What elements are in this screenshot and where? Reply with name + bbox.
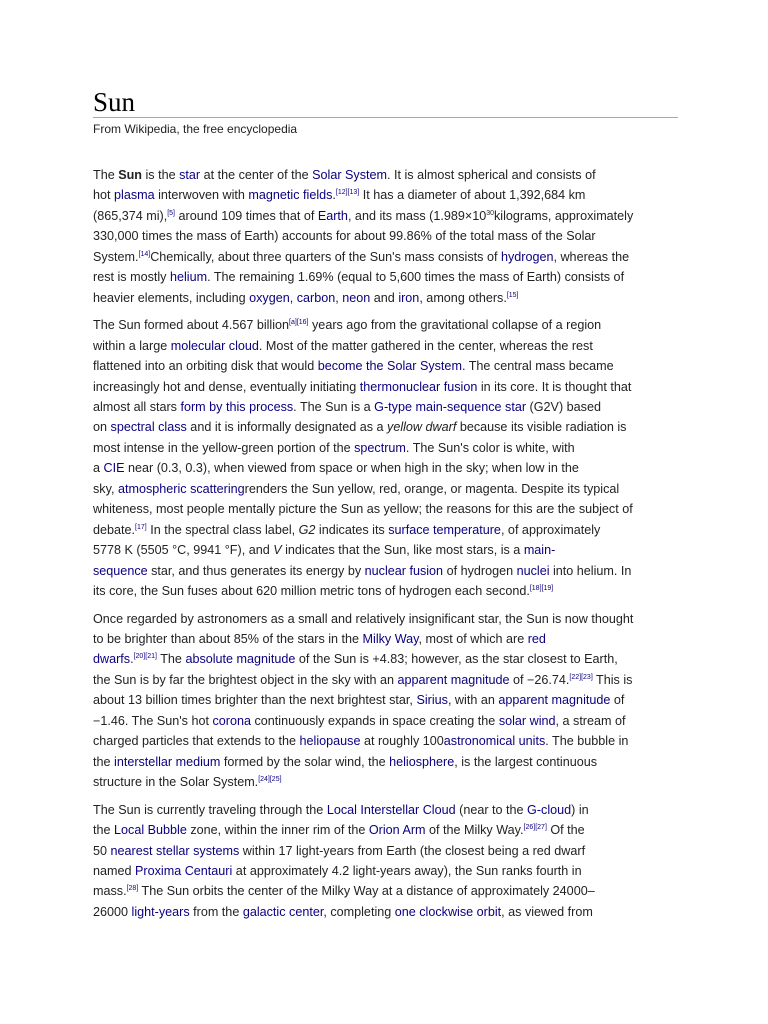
text-line [93, 315, 678, 335]
text-run: It has a diameter of about 1,392,684 km [359, 188, 586, 203]
text-run: , most of which are [418, 631, 528, 646]
wiki-link[interactable]: light-years [131, 904, 190, 919]
text-run: . It is almost spherical and consists of [387, 168, 596, 182]
text-run: at roughly 100 [360, 734, 444, 749]
text-run: , of approximately [500, 522, 601, 537]
text-run: System. [93, 249, 139, 264]
wiki-link[interactable]: iron [398, 290, 420, 305]
wiki-link[interactable]: dwarfs [93, 652, 131, 667]
wiki-link[interactable]: apparent magnitude [498, 693, 611, 708]
italic-text: V [273, 543, 282, 558]
text-run: debate. [93, 522, 136, 537]
wiki-link[interactable]: oxygen [249, 290, 290, 305]
bold-text: Sun [118, 168, 142, 182]
text-run: into helium. In [549, 563, 632, 578]
wiki-link[interactable]: form by this process [180, 399, 294, 414]
paragraph [93, 800, 678, 923]
wiki-link[interactable]: solar wind [498, 713, 556, 728]
text-run: 50 [93, 843, 111, 858]
text-run: The Sun is currently traveling through the [93, 802, 327, 817]
wiki-link[interactable]: CIE [103, 461, 125, 476]
wiki-link[interactable]: main- [523, 543, 556, 558]
citation-ref[interactable]: [15] [506, 291, 519, 299]
text-run: of the Milky Way. [425, 823, 524, 838]
citation-ref[interactable]: [12][13] [335, 189, 360, 197]
text-run: . [130, 652, 134, 667]
text-run: within a large [93, 338, 171, 353]
italic-text: yellow dwarf [387, 420, 457, 435]
text-run: (865,374 mi), [93, 208, 168, 223]
text-run: . Most of the matter gathered in the center, whereas the rest [258, 338, 593, 353]
text-run: Once regarded by astronomers as a small and relatively insignificant star, the Sun is now thought [93, 611, 634, 626]
text-line [93, 841, 678, 861]
wiki-link[interactable]: helium [169, 270, 208, 285]
text-run: the Sun is by far the brightest object in the sky with an [93, 672, 398, 687]
text-line [93, 772, 678, 792]
wiki-link[interactable]: carbon [296, 290, 336, 305]
text-run: rest is mostly [93, 270, 170, 285]
superscript: 30 [486, 209, 494, 217]
text-run: indicates its [315, 522, 389, 537]
wiki-link[interactable]: corona [212, 713, 251, 728]
wiki-link[interactable]: Solar System [312, 168, 388, 182]
wiki-link[interactable]: Proxima Centauri [135, 863, 233, 878]
text-run: kilograms, approximately [494, 208, 634, 223]
text-line [93, 820, 678, 840]
italic-text: G2 [298, 522, 316, 537]
wiki-link[interactable]: molecular cloud [170, 338, 259, 353]
wiki-link[interactable]: Sirius [416, 693, 448, 708]
text-run: 330,000 times the mass of Earth) accounts for about 99.86% of the total mass of the Solar [93, 229, 596, 244]
text-run: its core, the Sun fuses about 620 million metric tons of hydrogen each second. [93, 584, 530, 599]
text-run: . The Sun's color is white, with [405, 440, 575, 455]
text-run: 5778 K (5505 °C, 9941 °F), and [93, 543, 274, 558]
text-run: interwoven with [154, 188, 249, 203]
citation-ref[interactable]: [17] [135, 523, 147, 531]
text-run: . The bubble in [545, 734, 629, 749]
text-run: , is the largest continuous [454, 754, 598, 769]
wiki-link[interactable]: Orion Arm [368, 823, 426, 838]
text-run: In the spectral class label, [146, 522, 299, 537]
text-line [93, 356, 678, 376]
text-line [93, 649, 678, 669]
text-run: renders the Sun yellow, red, orange, or magenta. Despite its typical [244, 481, 620, 496]
text-line [93, 800, 678, 820]
text-run: (near to the [455, 802, 528, 817]
text-run: −1.46. The Sun's hot [93, 713, 213, 728]
text-line [93, 540, 678, 560]
text-run: Chemically, about three quarters of the Sun's mass consists of [150, 249, 501, 264]
text-run: of −26.74. [509, 672, 570, 687]
text-line [93, 479, 678, 499]
text-run: of [610, 693, 625, 708]
text-run: mass. [93, 884, 127, 899]
citation-ref[interactable]: [22][23] [569, 673, 593, 681]
text-line [93, 336, 678, 356]
text-run: years ago from the gravitational collapse of a region [308, 318, 602, 333]
text-run: . The central mass became [461, 359, 614, 374]
text-line [93, 670, 678, 690]
text-line [93, 438, 678, 458]
text-run: , with an [447, 693, 499, 708]
paragraph [93, 315, 678, 601]
wiki-link[interactable]: plasma [114, 188, 155, 203]
text-run: , [335, 290, 343, 305]
text-line [93, 206, 678, 226]
wiki-link[interactable]: sequence [93, 563, 148, 578]
text-run: The [156, 652, 186, 667]
page-title: Sun [93, 88, 678, 118]
wiki-link[interactable]: spectral class [110, 420, 187, 435]
wiki-link[interactable]: heliopause [299, 734, 361, 749]
wiki-link[interactable]: galactic center [242, 904, 324, 919]
article [93, 88, 678, 929]
wiki-link[interactable]: Milky Way [362, 631, 419, 646]
text-run: The Sun formed about 4.567 billion [93, 318, 290, 333]
text-run: and it is informally designated as a [186, 420, 388, 435]
text-run: and [370, 290, 399, 305]
text-run: is the [142, 168, 180, 182]
text-run: on [93, 420, 111, 435]
wiki-link[interactable]: absolute magnitude [185, 652, 296, 667]
text-line [93, 861, 678, 881]
text-run: hot [93, 188, 115, 203]
text-run: formed by the solar wind, the [220, 754, 390, 769]
text-run: . [332, 188, 336, 203]
wiki-link[interactable]: hydrogen [500, 249, 554, 264]
text-run: flattened into an orbiting disk that would [93, 359, 318, 374]
text-run: charged particles that extends to the [93, 734, 300, 749]
text-line [93, 752, 678, 772]
text-run: , whereas the [553, 249, 630, 264]
text-line [93, 397, 678, 417]
text-run: star, and thus generates its energy by [147, 563, 365, 578]
text-run: . The Sun is a [293, 399, 375, 414]
wiki-link[interactable]: G-type main-sequence star [374, 399, 527, 414]
text-run: , and its mass (1.989×10 [347, 208, 487, 223]
wiki-link[interactable]: Local Interstellar Cloud [326, 802, 456, 817]
text-run: Of the [546, 823, 585, 838]
article-body [93, 165, 678, 922]
paragraph [93, 609, 678, 793]
text-line [93, 165, 678, 185]
citation-ref[interactable]: [14] [138, 250, 151, 258]
text-line [93, 185, 678, 205]
text-run: in its core. It is thought that [477, 379, 632, 394]
text-run: at approximately 4.2 light-years away), the Sun ranks fourth in [232, 863, 582, 878]
text-run: about 13 billion times brighter than the next brightest star, [93, 693, 417, 708]
text-line [93, 581, 678, 601]
wiki-link[interactable]: magnetic fields [248, 188, 333, 203]
text-run: , [289, 290, 297, 305]
text-run: at the center of the [200, 168, 313, 182]
wiki-link[interactable]: Earth [317, 208, 348, 223]
text-line [93, 902, 678, 922]
text-run: 26000 [93, 904, 132, 919]
text-run: a [93, 461, 104, 476]
text-run: , completing [323, 904, 395, 919]
text-run: continuously expands in space creating the [250, 713, 499, 728]
wiki-link[interactable]: neon [342, 290, 371, 305]
text-run: , among others. [419, 290, 507, 305]
wiki-link[interactable]: one clockwise orbit [394, 904, 502, 919]
text-run: around 109 times that of [175, 208, 318, 223]
citation-ref[interactable]: [28] [126, 885, 139, 893]
text-line [93, 609, 678, 629]
wiki-link[interactable]: nuclear fusion [364, 563, 444, 578]
text-line [93, 417, 678, 437]
wiki-link[interactable]: nuclei [516, 563, 550, 578]
text-run: near (0.3, 0.3), when viewed from space or when high in the sky; when low in the [124, 461, 579, 476]
text-run: zone, within the inner rim of the [186, 823, 369, 838]
text-line [93, 499, 678, 519]
text-run: The [93, 168, 119, 182]
text-run: ) in [571, 802, 589, 817]
citation-ref[interactable]: [26][27] [523, 824, 547, 832]
text-run: of hydrogen [443, 563, 517, 578]
wiki-link[interactable]: thermonuclear fusion [359, 379, 478, 394]
text-line [93, 731, 678, 751]
text-line [93, 690, 678, 710]
text-line [93, 629, 678, 649]
text-line [93, 247, 678, 267]
text-line [93, 458, 678, 478]
text-run: The Sun orbits the center of the Milky Way at a distance of approximately 24000– [138, 884, 595, 899]
text-line [93, 226, 678, 246]
text-run: the [93, 823, 115, 838]
text-run: whiteness, most people mentally picture the Sun as yellow; the reasons for this are the subject of [93, 502, 633, 517]
text-line [93, 561, 678, 581]
wiki-link[interactable]: astronomical units [443, 734, 546, 749]
citation-ref[interactable]: [5] [167, 209, 175, 217]
wiki-link[interactable]: star [179, 168, 201, 182]
text-run: , a stream of [555, 713, 626, 728]
text-line [93, 377, 678, 397]
text-run: almost all stars [93, 399, 181, 414]
text-run: the [93, 754, 115, 769]
text-run: This is [592, 672, 633, 687]
citation-ref[interactable]: [20][21] [133, 653, 157, 661]
text-run: within 17 light-years from Earth (the closest being a red dwarf [239, 843, 586, 858]
citation-ref[interactable]: [a][16] [289, 319, 309, 327]
wiki-link[interactable]: nearest stellar systems [110, 843, 240, 858]
text-run: from the [189, 904, 243, 919]
text-line [93, 288, 678, 308]
text-line [93, 267, 678, 287]
text-run: , as viewed from [501, 904, 593, 919]
text-run: because its visible radiation is [456, 420, 627, 435]
citation-ref[interactable]: [24][25] [258, 776, 282, 784]
text-run: most intense in the yellow-green portion of the [93, 440, 355, 455]
wiki-link[interactable]: G-cloud [527, 802, 572, 817]
wiki-link[interactable]: spectrum [354, 440, 406, 455]
wiki-link[interactable]: atmospheric scattering [117, 481, 245, 496]
text-run: (G2V) based [526, 399, 601, 414]
paragraph [93, 165, 678, 308]
text-line [93, 520, 678, 540]
text-line [93, 881, 678, 901]
wiki-link[interactable]: apparent magnitude [397, 672, 510, 687]
wiki-link[interactable]: Local Bubble [114, 823, 187, 838]
wiki-link[interactable]: heliosphere [389, 754, 455, 769]
text-run: named [93, 863, 136, 878]
text-run: . The remaining 1.69% (equal to 5,600 times the mass of Earth) consists of [207, 270, 625, 285]
text-run: structure in the Solar System. [93, 775, 259, 790]
wiki-link[interactable]: red [527, 631, 546, 646]
text-line [93, 711, 678, 731]
wiki-link[interactable]: interstellar medium [114, 754, 221, 769]
text-run: sky, [93, 481, 118, 496]
text-run: increasingly hot and dense, eventually initiating [93, 379, 360, 394]
text-run: of the Sun is +4.83; however, as the star closest to Earth, [295, 652, 618, 667]
text-run: heavier elements, including [93, 290, 250, 305]
text-run: indicates that the Sun, like most stars, is a [281, 543, 524, 558]
wiki-link[interactable]: surface temperature [388, 522, 501, 537]
text-run: to be brighter than about 85% of the stars in the [93, 631, 363, 646]
site-tagline: From Wikipedia, the free encyclopedia [93, 122, 298, 136]
citation-ref[interactable]: [18][19] [529, 585, 554, 593]
wiki-link[interactable]: become the Solar System [317, 359, 462, 374]
